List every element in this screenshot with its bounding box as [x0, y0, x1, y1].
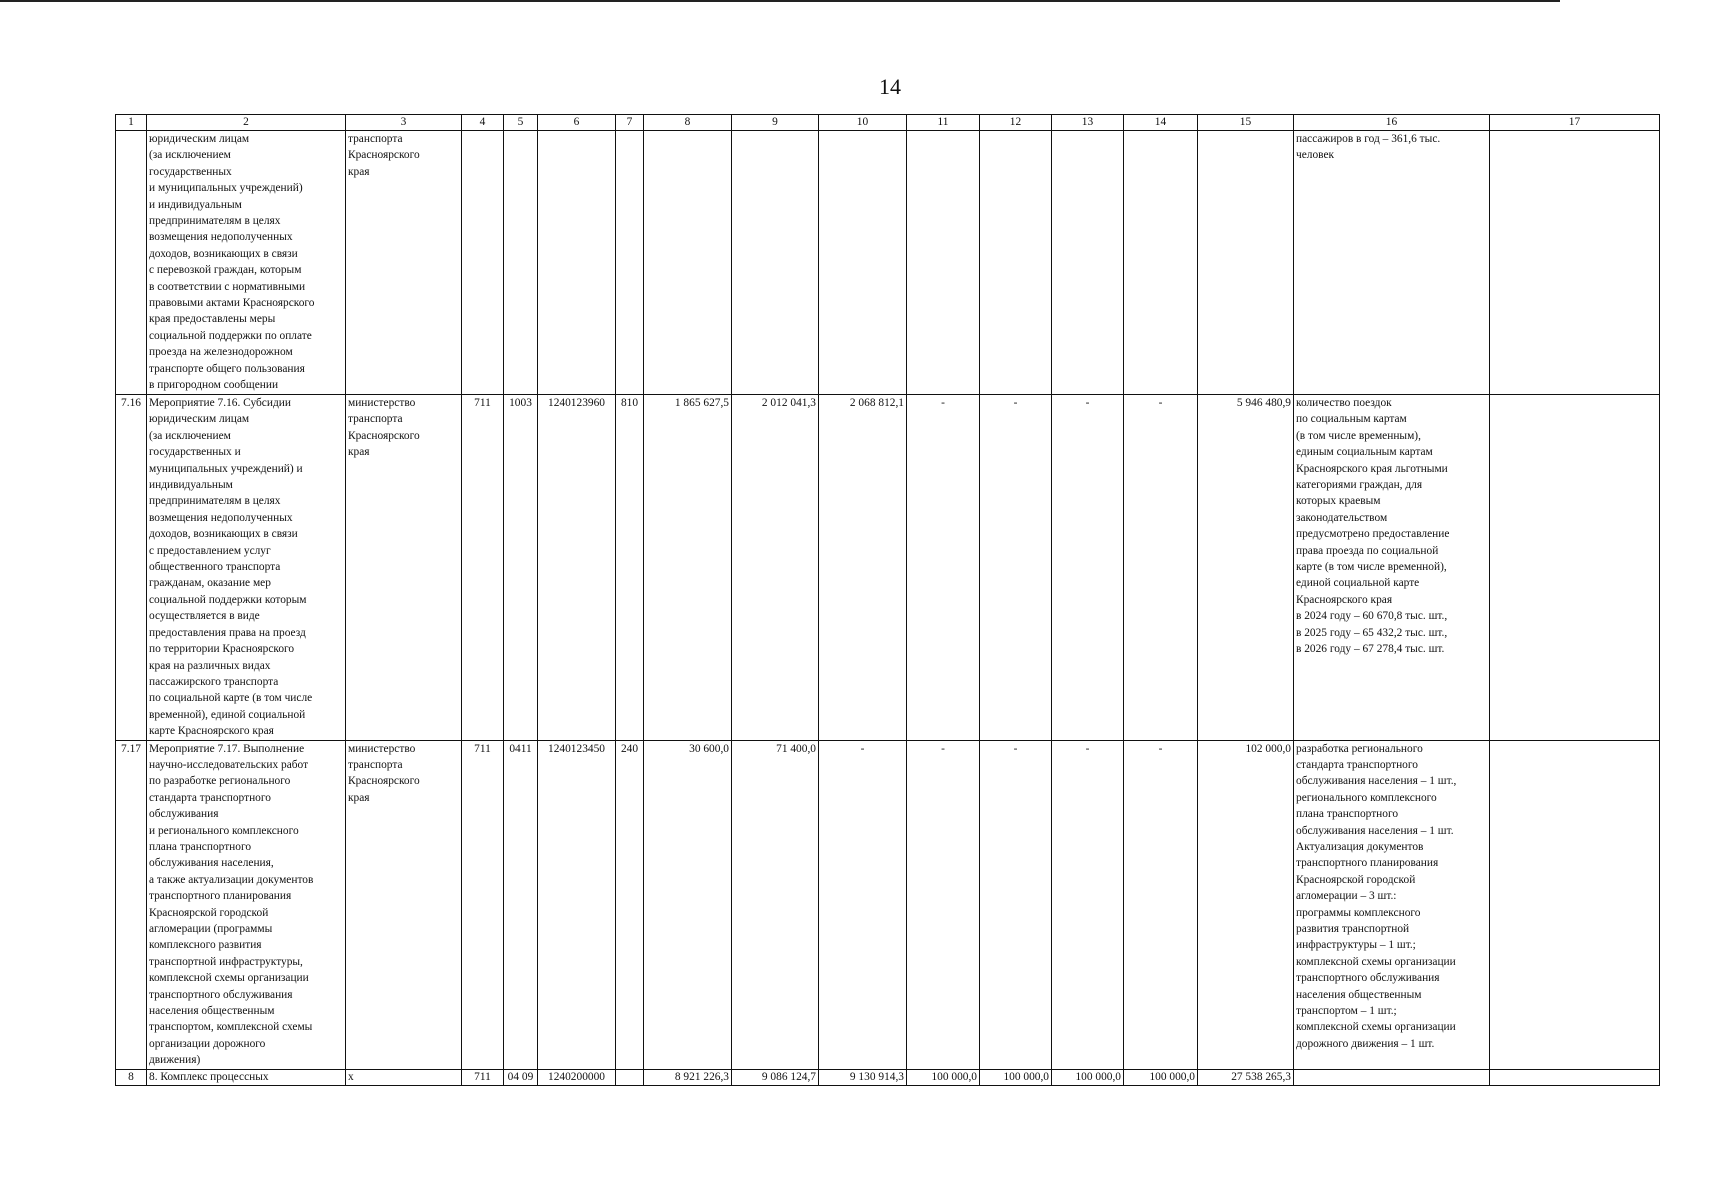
amount-col-12 [980, 131, 1052, 395]
amount-col-12: - [980, 395, 1052, 741]
row-number [116, 131, 147, 395]
executor: министерство транспорта Красноярского края [346, 740, 462, 1069]
amount-col-8 [644, 131, 732, 395]
budget-table [115, 114, 1660, 1086]
code-grbs: 711 [462, 1069, 504, 1085]
amount-col-14: 100 000,0 [1124, 1069, 1198, 1085]
column-17-cell [1490, 1069, 1660, 1085]
amount-col-14 [1124, 131, 1198, 395]
column-header-row [116, 115, 1660, 131]
column-header: 10 [819, 115, 907, 131]
column-header: 6 [538, 115, 616, 131]
column-header: 9 [732, 115, 819, 131]
executor: министерство транспорта Красноярского края [346, 395, 462, 741]
table-row [116, 740, 1660, 1069]
amount-col-13: 100 000,0 [1052, 1069, 1124, 1085]
code-rzpr: 04 09 [504, 1069, 538, 1085]
amount-col-14: - [1124, 740, 1198, 1069]
column-header: 3 [346, 115, 462, 131]
column-header: 16 [1294, 115, 1490, 131]
expected-result: разработка регионального стандарта транспортного обслуживания населения – 1 шт., регионального комплексного плана транспортного обслуживания населения – 1 шт. Актуализация документов транспортного планирования Красноярской городской агломерации – 3 шт.: программы комплексного развития транспортной инфраструктуры – 1 шт.; комплексной схемы организации транспортного обслуживания населения общественным транспортом – 1 шт.; комплексной схемы организации дорожного движения – 1 шт. [1294, 740, 1490, 1069]
column-header: 14 [1124, 115, 1198, 131]
amount-col-9: 9 086 124,7 [732, 1069, 819, 1085]
measure-name: Мероприятие 7.16. Субсидии юридическим лицам (за исключением государственных и муниципальных учреждений) и индивидуальным предпринимателям в целях возмещения недополученных доходов, возникающих в связи с предоставлением услуг общественного транспорта гражданам, оказание мер социальной поддержки которым осуществляется в виде предоставления права на проезд по территории Красноярского края на различных видах пассажирского транспорта по социальной карте (в том числе временной), единой социальной карте Красноярского края [147, 395, 346, 741]
executor: транспорта Красноярского края [346, 131, 462, 395]
code-csr [538, 131, 616, 395]
code-grbs [462, 131, 504, 395]
scan-edge [0, 0, 1560, 2]
code-rzpr [504, 131, 538, 395]
amount-col-10: - [819, 740, 907, 1069]
amount-col-11: - [907, 395, 980, 741]
code-grbs: 711 [462, 395, 504, 741]
amount-col-11: 100 000,0 [907, 1069, 980, 1085]
column-header: 8 [644, 115, 732, 131]
code-vr [616, 131, 644, 395]
column-17-cell [1490, 131, 1660, 395]
amount-col-8: 1 865 627,5 [644, 395, 732, 741]
code-vr [616, 1069, 644, 1085]
table-row [116, 1069, 1660, 1085]
column-header: 11 [907, 115, 980, 131]
expected-result [1294, 1069, 1490, 1085]
column-header: 7 [616, 115, 644, 131]
amount-total: 5 946 480,9 [1198, 395, 1294, 741]
row-number: 7.16 [116, 395, 147, 741]
amount-col-9: 2 012 041,3 [732, 395, 819, 741]
amount-col-9 [732, 131, 819, 395]
code-csr: 1240123450 [538, 740, 616, 1069]
column-header: 4 [462, 115, 504, 131]
executor: х [346, 1069, 462, 1085]
amount-col-10 [819, 131, 907, 395]
amount-col-13: - [1052, 740, 1124, 1069]
expected-result: пассажиров в год – 361,6 тыс. человек [1294, 131, 1490, 395]
code-grbs: 711 [462, 740, 504, 1069]
measure-name: Мероприятие 7.17. Выполнение научно-исследовательских работ по разработке регионального стандарта транспортного обслуживания и регионального комплексного плана транспортного обслуживания населения, а также актуализации документов транспортного планирования Красноярской городской агломерации (программы комплексного развития транспортной инфраструктуры, комплексной схемы организации транспортного обслуживания населения общественным транспортом, комплексной схемы организации дорожного движения) [147, 740, 346, 1069]
column-header: 12 [980, 115, 1052, 131]
table-row [116, 131, 1660, 395]
column-header: 15 [1198, 115, 1294, 131]
amount-col-12: 100 000,0 [980, 1069, 1052, 1085]
row-number: 8 [116, 1069, 147, 1085]
amount-col-8: 30 600,0 [644, 740, 732, 1069]
amount-col-10: 2 068 812,1 [819, 395, 907, 741]
measure-name: юридическим лицам (за исключением государственных и муниципальных учреждений) и индивидуальным предпринимателям в целях возмещения недополученных доходов, возникающих в связи с перевозкой граждан, которым в соответствии с нормативными правовыми актами Красноярского края предоставлены меры социальной поддержки по оплате проезда на железнодорожном транспорте общего пользования в пригородном сообщении [147, 131, 346, 395]
column-header: 2 [147, 115, 346, 131]
amount-col-13 [1052, 131, 1124, 395]
amount-col-9: 71 400,0 [732, 740, 819, 1069]
column-header: 5 [504, 115, 538, 131]
amount-col-12: - [980, 740, 1052, 1069]
column-header: 17 [1490, 115, 1660, 131]
amount-col-13: - [1052, 395, 1124, 741]
column-header: 1 [116, 115, 147, 131]
expected-result: количество поездок по социальным картам (в том числе временным), единым социальным картам Красноярского края льготными категориями граждан, для которых краевым законодательством предусмотрено предоставление права проезда по социальной карте (в том числе временной), единой социальной карте Красноярского края в 2024 году – 60 670,8 тыс. шт., в 2025 году – 65 432,2 тыс. шт., в 2026 году – 67 278,4 тыс. шт. [1294, 395, 1490, 741]
amount-col-8: 8 921 226,3 [644, 1069, 732, 1085]
column-header: 13 [1052, 115, 1124, 131]
amount-total: 102 000,0 [1198, 740, 1294, 1069]
amount-total: 27 538 265,3 [1198, 1069, 1294, 1085]
page-number: 14 [879, 74, 901, 99]
row-number: 7.17 [116, 740, 147, 1069]
amount-col-11: - [907, 740, 980, 1069]
amount-col-10: 9 130 914,3 [819, 1069, 907, 1085]
column-17-cell [1490, 740, 1660, 1069]
code-vr: 240 [616, 740, 644, 1069]
code-rzpr: 1003 [504, 395, 538, 741]
amount-col-14: - [1124, 395, 1198, 741]
measure-name: 8. Комплекс процессных [147, 1069, 346, 1085]
amount-col-11 [907, 131, 980, 395]
column-17-cell [1490, 395, 1660, 741]
code-rzpr: 0411 [504, 740, 538, 1069]
amount-total [1198, 131, 1294, 395]
code-vr: 810 [616, 395, 644, 741]
code-csr: 1240123960 [538, 395, 616, 741]
code-csr: 1240200000 [538, 1069, 616, 1085]
table-row [116, 395, 1660, 741]
